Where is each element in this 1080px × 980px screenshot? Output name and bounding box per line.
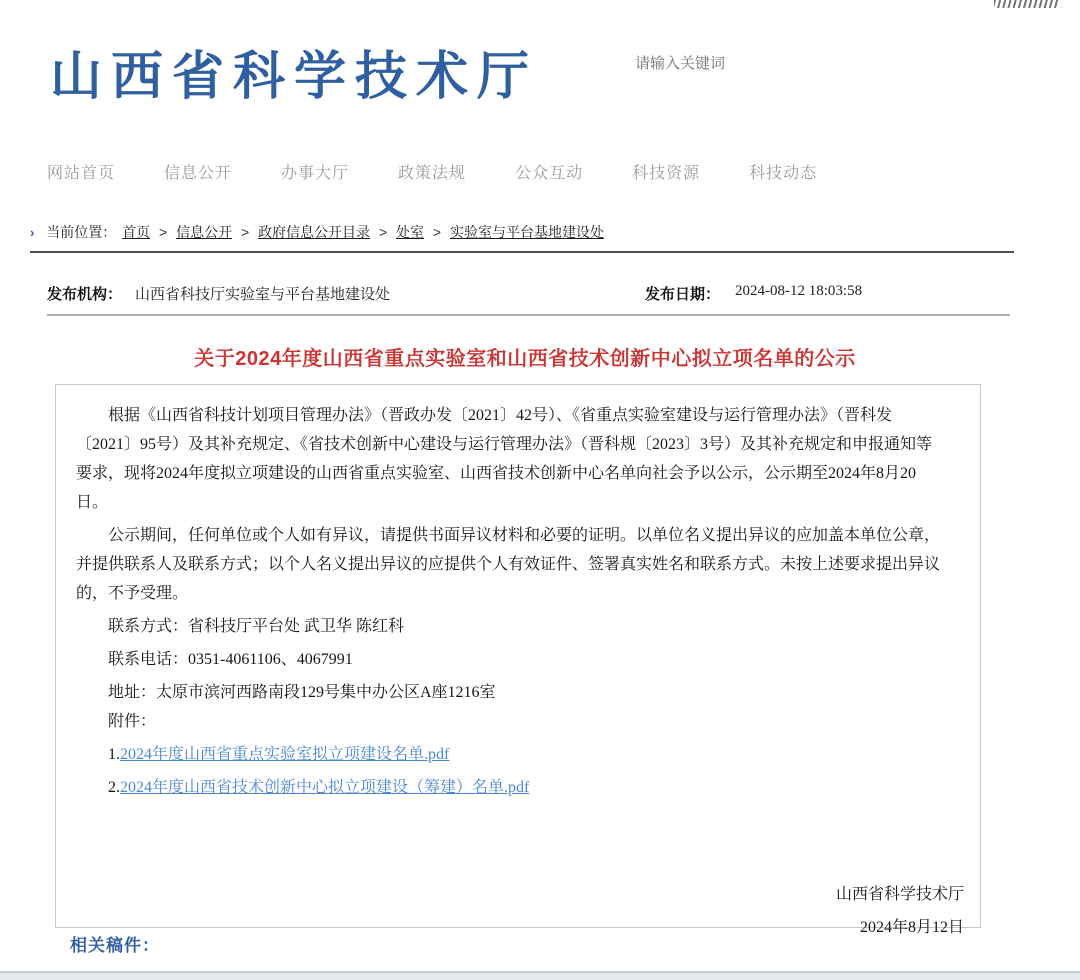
publish-meta-bar [47,283,1010,316]
breadcrumb-separator: > [159,224,168,240]
attachment-link-innovation-centers-pdf[interactable]: 2024年度山西省技术创新中心拟立项建设（筹建）名单.pdf [120,779,530,796]
nav-item-tech-news[interactable]: 科技动态 [749,165,818,182]
breadcrumb-separator: > [432,224,442,240]
breadcrumb-label: 当前位置： [46,224,117,240]
signature-block [76,878,964,944]
breadcrumb-link-info-disclosure[interactable]: 信息公开 [176,224,233,240]
phone-line: 联系电话：0351-4061106、4067991 [108,651,353,668]
nav-item-info-disclosure[interactable]: 信息公开 [164,165,233,182]
signature-date: 2024年8月12日 [859,919,964,936]
address-line: 地址：太原市滨河西路南段129号集中办公区A座1216室 [108,684,496,701]
page-bottom-strip [0,973,1080,980]
article-content-box [55,384,981,936]
attachment-link-key-labs-pdf[interactable]: 2024年度山西省重点实验室拟立项建设名单.pdf [120,746,450,763]
signature-name: 山西省科学技术厅 [835,886,964,903]
attachment-number: 2. [108,779,120,796]
breadcrumb-link-home[interactable]: 首页 [122,224,151,240]
contact-line: 联系方式：省科技厅平台处 武卫华 陈红科 [108,618,405,635]
attachment-row [76,740,944,769]
breadcrumb-separator: > [240,224,250,240]
attachment-row [76,773,944,802]
main-nav [47,160,817,183]
publisher-value: 山西省科技厅实验室与平台基地建设处 [135,286,391,303]
site-logo-title[interactable]: 山西省科学技术厅 [50,48,539,106]
article-title: 关于2024年度山西省重点实验室和山西省技术创新中心拟立项名单的公示 [194,348,856,370]
cropped-corner-text [994,0,1058,8]
article-paragraph: 公示期间，任何单位或个人如有异议，请提供书面异议材料和必要的证明。以单位名义提出异议的应加盖本单位公章，并提供联系人及联系方式；以个人名义提出异议的应提供个人有效证件、签署真实姓名和联系方式。未按上述要求提出异议的，不予受理。 [76,527,941,602]
article-paragraph: 根据《山西省科技计划项目管理办法》（晋政办发〔2021〕42号）、《省重点实验室建设与运行管理办法》（晋科发〔2021〕95号）及其补充规定、《省技术创新中心建设与运行管理办法》（晋科规〔2023〕3号）及其补充规定和申报通知等要求，现将2024年度拟立项建设的山西省重点实验室、山西省技术创新中心名单向社会予以公示，公示期至2024年8月20日。 [76,407,933,511]
breadcrumb-arrow-icon: › [30,225,35,240]
attachments-label: 附件： [108,713,157,730]
breadcrumb [30,222,1014,253]
breadcrumb-separator: > [378,224,388,240]
nav-item-home[interactable]: 网站首页 [47,165,116,182]
attachment-number: 1. [108,746,120,763]
publish-date-label: 发布日期： [645,286,721,303]
publisher-label: 发布机构： [47,286,123,303]
breadcrumb-link-lab-platform-division[interactable]: 实验室与平台基地建设处 [450,224,604,240]
breadcrumb-link-departments[interactable]: 处室 [396,224,425,240]
nav-item-service-hall[interactable]: 办事大厅 [281,165,350,182]
nav-item-policies[interactable]: 政策法规 [398,165,467,182]
breadcrumb-link-gov-info-catalog[interactable]: 政府信息公开目录 [258,224,371,240]
nav-item-tech-resources[interactable]: 科技资源 [632,165,701,182]
publish-date-value: 2024-08-12 18:03:58 [735,283,863,299]
nav-item-public-interaction[interactable]: 公众互动 [515,165,584,182]
related-articles-heading: 相关稿件： [70,936,160,955]
search-input[interactable] [633,48,857,78]
